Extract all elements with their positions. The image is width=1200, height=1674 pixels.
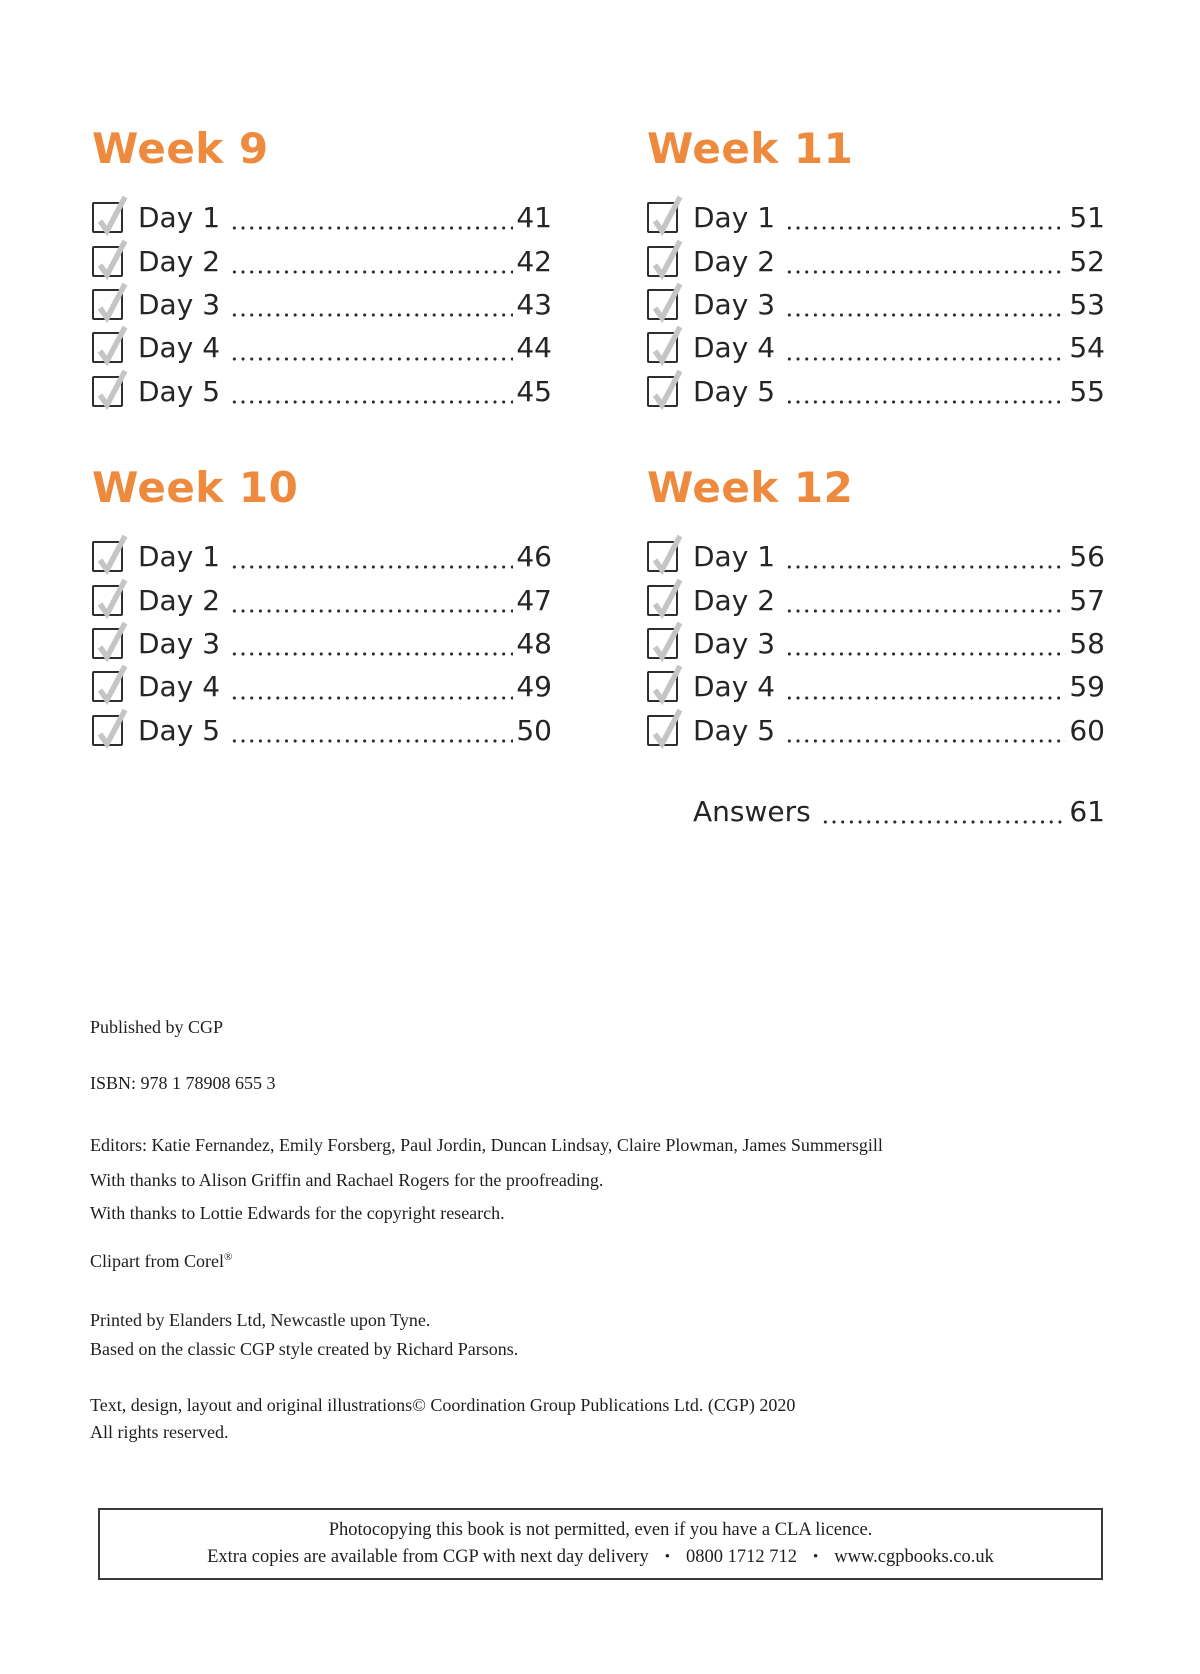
page-number: 50 (516, 713, 552, 747)
based-on-line: Based on the classic CGP style created by Richard Parsons. (90, 1339, 519, 1359)
toc-section (92, 124, 552, 413)
tick-icon (94, 204, 125, 235)
notice-line2 (207, 1544, 994, 1571)
tick-icon (649, 543, 680, 574)
tick-icon (94, 587, 125, 618)
tick-icon (649, 204, 680, 235)
printed-by-line: Printed by Elanders Ltd, Newcastle upon Tyne. (90, 1310, 431, 1330)
ticked-checkbox (647, 202, 678, 233)
day-label: Day 2 (138, 244, 221, 278)
ticked-checkbox (92, 585, 123, 616)
week-heading: Week 10 (92, 463, 299, 512)
tick-icon (649, 248, 680, 279)
toc-row (647, 239, 1105, 282)
page-number: 48 (516, 626, 552, 660)
page-number: 59 (1069, 670, 1105, 704)
page-number: 49 (516, 670, 552, 704)
page-number: 52 (1069, 244, 1105, 278)
dot-leader (230, 226, 513, 230)
dot-leader (230, 565, 513, 569)
day-label: Day 1 (693, 201, 776, 235)
page-number: 61 (1069, 795, 1105, 829)
ticked-checkbox (92, 376, 123, 407)
toc-row (92, 239, 552, 282)
page-number: 43 (516, 287, 552, 321)
copyright-line: Text, design, layout and original illustrations© Coordination Group Publications Ltd. (CGP) 2020 (90, 1395, 796, 1415)
toc-section (647, 463, 1105, 752)
day-label: Day 5 (138, 713, 221, 747)
page-number: 41 (516, 201, 552, 235)
registered-mark: ® (223, 1251, 233, 1263)
day-label: Day 4 (138, 331, 221, 365)
toc-row (92, 578, 552, 621)
day-label: Day 2 (693, 244, 776, 278)
dot-leader (785, 270, 1066, 274)
dot-leader (785, 609, 1066, 613)
dot-leader (785, 313, 1066, 317)
answers-row (647, 790, 1105, 833)
page-number: 44 (516, 331, 552, 365)
toc-row (647, 665, 1105, 708)
day-label: Day 3 (138, 287, 221, 321)
dot-leader (785, 652, 1066, 656)
notice-line2-text: Extra copies are available from CGP with next day delivery (207, 1546, 649, 1567)
bullet-separator: • (812, 1549, 819, 1566)
ticked-checkbox (647, 289, 678, 320)
toc-row (92, 370, 552, 413)
day-label: Day 5 (693, 713, 776, 747)
clipart-line (90, 1250, 1110, 1273)
website-url: www.cgpbooks.co.uk (834, 1546, 994, 1567)
ticked-checkbox (647, 585, 678, 616)
dot-leader (230, 400, 513, 404)
ticked-checkbox (647, 246, 678, 277)
published-by-line: Published by CGP (90, 1017, 224, 1037)
ticked-checkbox (647, 332, 678, 363)
page-number: 42 (516, 244, 552, 278)
ticked-checkbox (92, 671, 123, 702)
dot-leader (785, 357, 1066, 361)
toc-row (92, 709, 552, 752)
ticked-checkbox (92, 332, 123, 363)
photocopying-notice-box (98, 1508, 1103, 1580)
week-heading: Week 11 (647, 124, 854, 173)
toc-row (92, 622, 552, 665)
page-number: 54 (1069, 331, 1105, 365)
rights-reserved-line: All rights reserved. (90, 1422, 229, 1442)
dot-leader (785, 226, 1066, 230)
day-label: Day 5 (138, 374, 221, 408)
toc-row (647, 622, 1105, 665)
day-label: Day 2 (693, 583, 776, 617)
dot-leader (230, 609, 513, 613)
page-number: 55 (1069, 374, 1105, 408)
tick-icon (94, 717, 125, 748)
isbn-line: ISBN: 978 1 78908 655 3 (90, 1073, 276, 1093)
day-label: Day 4 (693, 331, 776, 365)
tick-icon (94, 378, 125, 409)
page-number: 51 (1069, 201, 1105, 235)
proofreading-thanks-line: With thanks to Alison Griffin and Rachael Rogers for the proofreading. (90, 1170, 604, 1190)
tick-icon (649, 291, 680, 322)
page-number: 45 (516, 374, 552, 408)
toc-row (647, 196, 1105, 239)
ticked-checkbox (92, 202, 123, 233)
ticked-checkbox (647, 715, 678, 746)
notice-line1: Photocopying this book is not permitted, even if you have a CLA licence. (328, 1519, 873, 1540)
toc-row (92, 535, 552, 578)
day-label: Day 3 (693, 287, 776, 321)
ticked-checkbox (92, 715, 123, 746)
ticked-checkbox (92, 628, 123, 659)
toc-row (647, 370, 1105, 413)
ticked-checkbox (92, 541, 123, 572)
dot-leader (230, 313, 513, 317)
legal-block (90, 1392, 1110, 1446)
tick-icon (94, 248, 125, 279)
tick-icon (649, 717, 680, 748)
tick-icon (94, 291, 125, 322)
toc-row (92, 326, 552, 369)
ticked-checkbox (92, 246, 123, 277)
toc-row (647, 578, 1105, 621)
toc-row (647, 709, 1105, 752)
dot-leader (230, 357, 513, 361)
ticked-checkbox (647, 671, 678, 702)
toc-section (647, 124, 1105, 413)
week-heading: Week 9 (92, 124, 269, 173)
toc-row (92, 196, 552, 239)
day-label: Day 1 (693, 540, 776, 574)
ticked-checkbox (647, 628, 678, 659)
ticked-checkbox (647, 376, 678, 407)
day-label: Day 5 (693, 374, 776, 408)
page-number: 56 (1069, 540, 1105, 574)
toc-section (92, 463, 552, 752)
tick-icon (94, 630, 125, 661)
clipart-text: Clipart from Corel (90, 1251, 224, 1271)
dot-leader (785, 565, 1066, 569)
ticked-checkbox (647, 541, 678, 572)
page-number: 58 (1069, 626, 1105, 660)
dot-leader (230, 652, 513, 656)
tick-icon (94, 673, 125, 704)
dot-leader (785, 696, 1066, 700)
toc-row (647, 326, 1105, 369)
week-heading: Week 12 (647, 463, 854, 512)
page-number: 47 (516, 583, 552, 617)
day-label: Day 1 (138, 201, 221, 235)
day-label: Day 3 (693, 626, 776, 660)
tick-icon (649, 587, 680, 618)
tick-icon (649, 334, 680, 365)
day-label: Day 3 (138, 626, 221, 660)
toc-row (92, 665, 552, 708)
toc-row (647, 283, 1105, 326)
day-label: Day 4 (693, 670, 776, 704)
printed-by-block (90, 1306, 1110, 1364)
page-number: 53 (1069, 287, 1105, 321)
toc-row (647, 535, 1105, 578)
page-number: 57 (1069, 583, 1105, 617)
tick-icon (649, 630, 680, 661)
page-number: 60 (1069, 713, 1105, 747)
day-label: Day 4 (138, 670, 221, 704)
day-label: Day 2 (138, 583, 221, 617)
tick-icon (649, 673, 680, 704)
dot-leader (230, 739, 513, 743)
dot-leader (785, 400, 1066, 404)
dot-leader (785, 739, 1066, 743)
dot-leader (230, 696, 513, 700)
toc-row (92, 283, 552, 326)
page-number: 46 (516, 540, 552, 574)
tick-icon (94, 334, 125, 365)
phone-number: 0800 1712 712 (685, 1546, 797, 1567)
tick-icon (94, 543, 125, 574)
dot-leader (821, 820, 1067, 824)
copyright-research-thanks-line: With thanks to Lottie Edwards for the copyright research. (90, 1203, 505, 1223)
editors-line: Editors: Katie Fernandez, Emily Forsberg, Paul Jordin, Duncan Lindsay, Claire Plowman, James Summersgill (90, 1135, 883, 1155)
day-label: Day 1 (138, 540, 221, 574)
bullet-separator: • (664, 1549, 670, 1566)
dot-leader (230, 270, 513, 274)
answers-label: Answers (693, 795, 811, 829)
tick-icon (649, 378, 680, 409)
ticked-checkbox (92, 289, 123, 320)
